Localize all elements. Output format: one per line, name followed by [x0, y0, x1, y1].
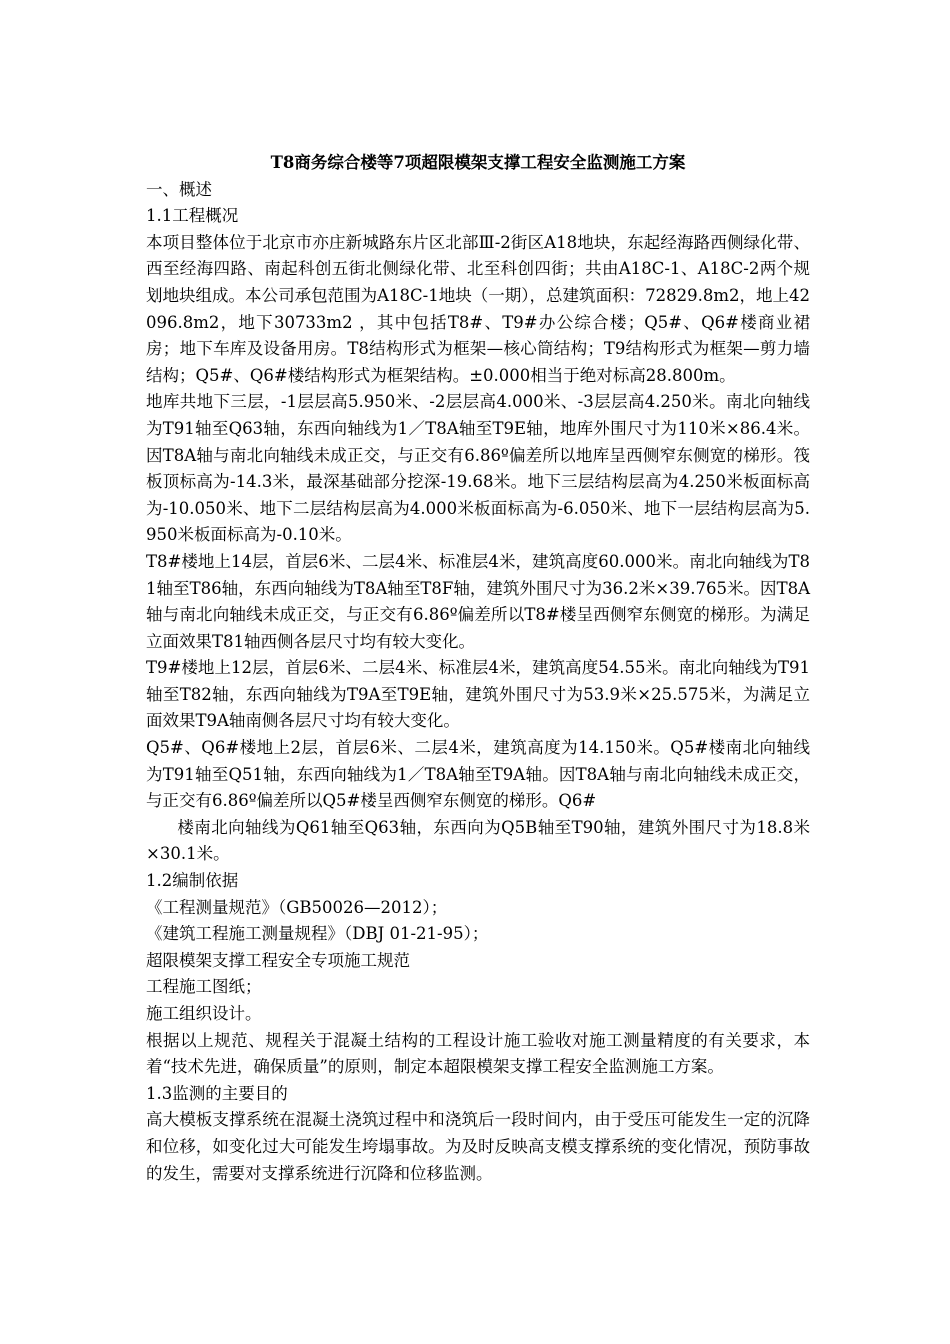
subsection-heading-purpose: 1.3监测的主要目的 [146, 1083, 288, 1103]
paragraph-purpose: 高大模板支撑系统在混凝土浇筑过程中和浇筑后一段时间内，由于受压可能发生一定的沉降和位移，如变化过大可能发生垮塌事故。为及时反映高支模支撑系统的变化情况，预防事故的发生，需要对支撑系统进行沉降和位移监测。 [146, 1110, 810, 1183]
paragraph-t9-building: T9#楼地上12层，首层6米、二层4米、标准层4米，建筑高度54.55米。南北向轴线为T91轴至T82轴，东西向轴线为T9A至T9E轴，建筑外围尺寸为53.9米×25.575米，为满足立面效果T9A轴南侧各层尺寸均有较大变化。 [146, 658, 810, 731]
document-page [146, 150, 810, 1187]
paragraph-basis-summary: 根据以上规范、规程关于混凝土结构的工程设计施工验收对施工测量精度的有关要求，本着“技术先进，确保质量”的原则，制定本超限模架支撑工程安全监测施工方案。 [146, 1030, 810, 1077]
list-item-basis: 超限模架支撑工程安全专项施工规范 [146, 950, 410, 970]
list-item-basis: 《工程测量规范》（GB50026—2012）； [146, 897, 448, 917]
paragraph-q5-q6-building: Q5#、Q6#楼地上2层，首层6米、二层4米，建筑高度为14.150米。Q5#楼南北向轴线为T91轴至Q51轴，东西向轴线为1／T8A轴至T9A轴。因T8A轴与南北向轴线未成正交，与正交有6.86º偏差所以Q5#楼呈西侧窄东侧宽的梯形。Q6# [146, 738, 810, 811]
paragraph-t8-building: T8#楼地上14层，首层6米、二层4米、标准层4米，建筑高度60.000米。南北向轴线为T81轴至T86轴，东西向轴线为T8A轴至T8F轴，建筑外围尺寸为36.2米×39.765米。因T8A轴与南北向轴线未成正交，与正交有6.86º偏差所以T8#楼呈西侧窄东侧宽的梯形。为满足立面效果T81轴西侧各层尺寸均有较大变化。 [146, 551, 810, 651]
subsection-heading-project-overview: 1.1工程概况 [146, 206, 239, 226]
paragraph-basement: 地库共地下三层，-1层层高5.950米、-2层层高4.000米、-3层层高4.250米。南北向轴线为T91轴至Q63轴，东西向轴线为1／T8A轴至T9E轴，地库外围尺寸为110米×86.4米。因T8A轴与南北向轴线未成正交，与正交有6.86º偏差所以地库呈西侧窄东侧宽的梯形。筏板顶标高为-14.3米，最深基础部分挖深-19.68米。地下三层结构层高为4.250米板面标高为-10.050米、地下二层结构层高为4.000米板面标高为-6.050米、地下一层结构层高为5.950米板面标高为-0.10米。 [146, 392, 810, 545]
section-heading-overview: 一、概述 [146, 179, 212, 199]
paragraph-project-location: 本项目整体位于北京市亦庄新城路东片区北部Ⅲ-2街区A18地块，东起经海路西侧绿化带、西至经海四路、南起科创五街北侧绿化带、北至科创四街；共由A18C-1、A18C-2两个规划地块组成。本公司承包范围为A18C-1地块（一期），总建筑面积：72829.8m2，地上42096.8m2，地下30733m2 ，其中包括T8#、T9#办公综合楼；Q5#、Q6#楼商业裙房；地下车库及设备用房。T8结构形式为框架—核心筒结构；T9结构形式为框架—剪力墙结构；Q5#、Q6#楼结构形式为框架结构。±0.000相当于绝对标高28.800m。 [146, 232, 810, 385]
paragraph-q6-continuation: 楼南北向轴线为Q61轴至Q63轴，东西向为Q5B轴至T90轴，建筑外围尺寸为18.8米×30.1米。 [146, 817, 810, 864]
list-item-basis: 施工组织设计。 [146, 1004, 262, 1023]
document-title: T8商务综合楼等7项超限模架支撑工程安全监测施工方案 [270, 153, 686, 172]
subsection-heading-basis: 1.2编制依据 [146, 871, 239, 891]
list-item-basis: 工程施工图纸； [146, 977, 262, 997]
list-item-basis: 《建筑工程施工测量规程》（DBJ 01-21-95）； [146, 924, 489, 944]
